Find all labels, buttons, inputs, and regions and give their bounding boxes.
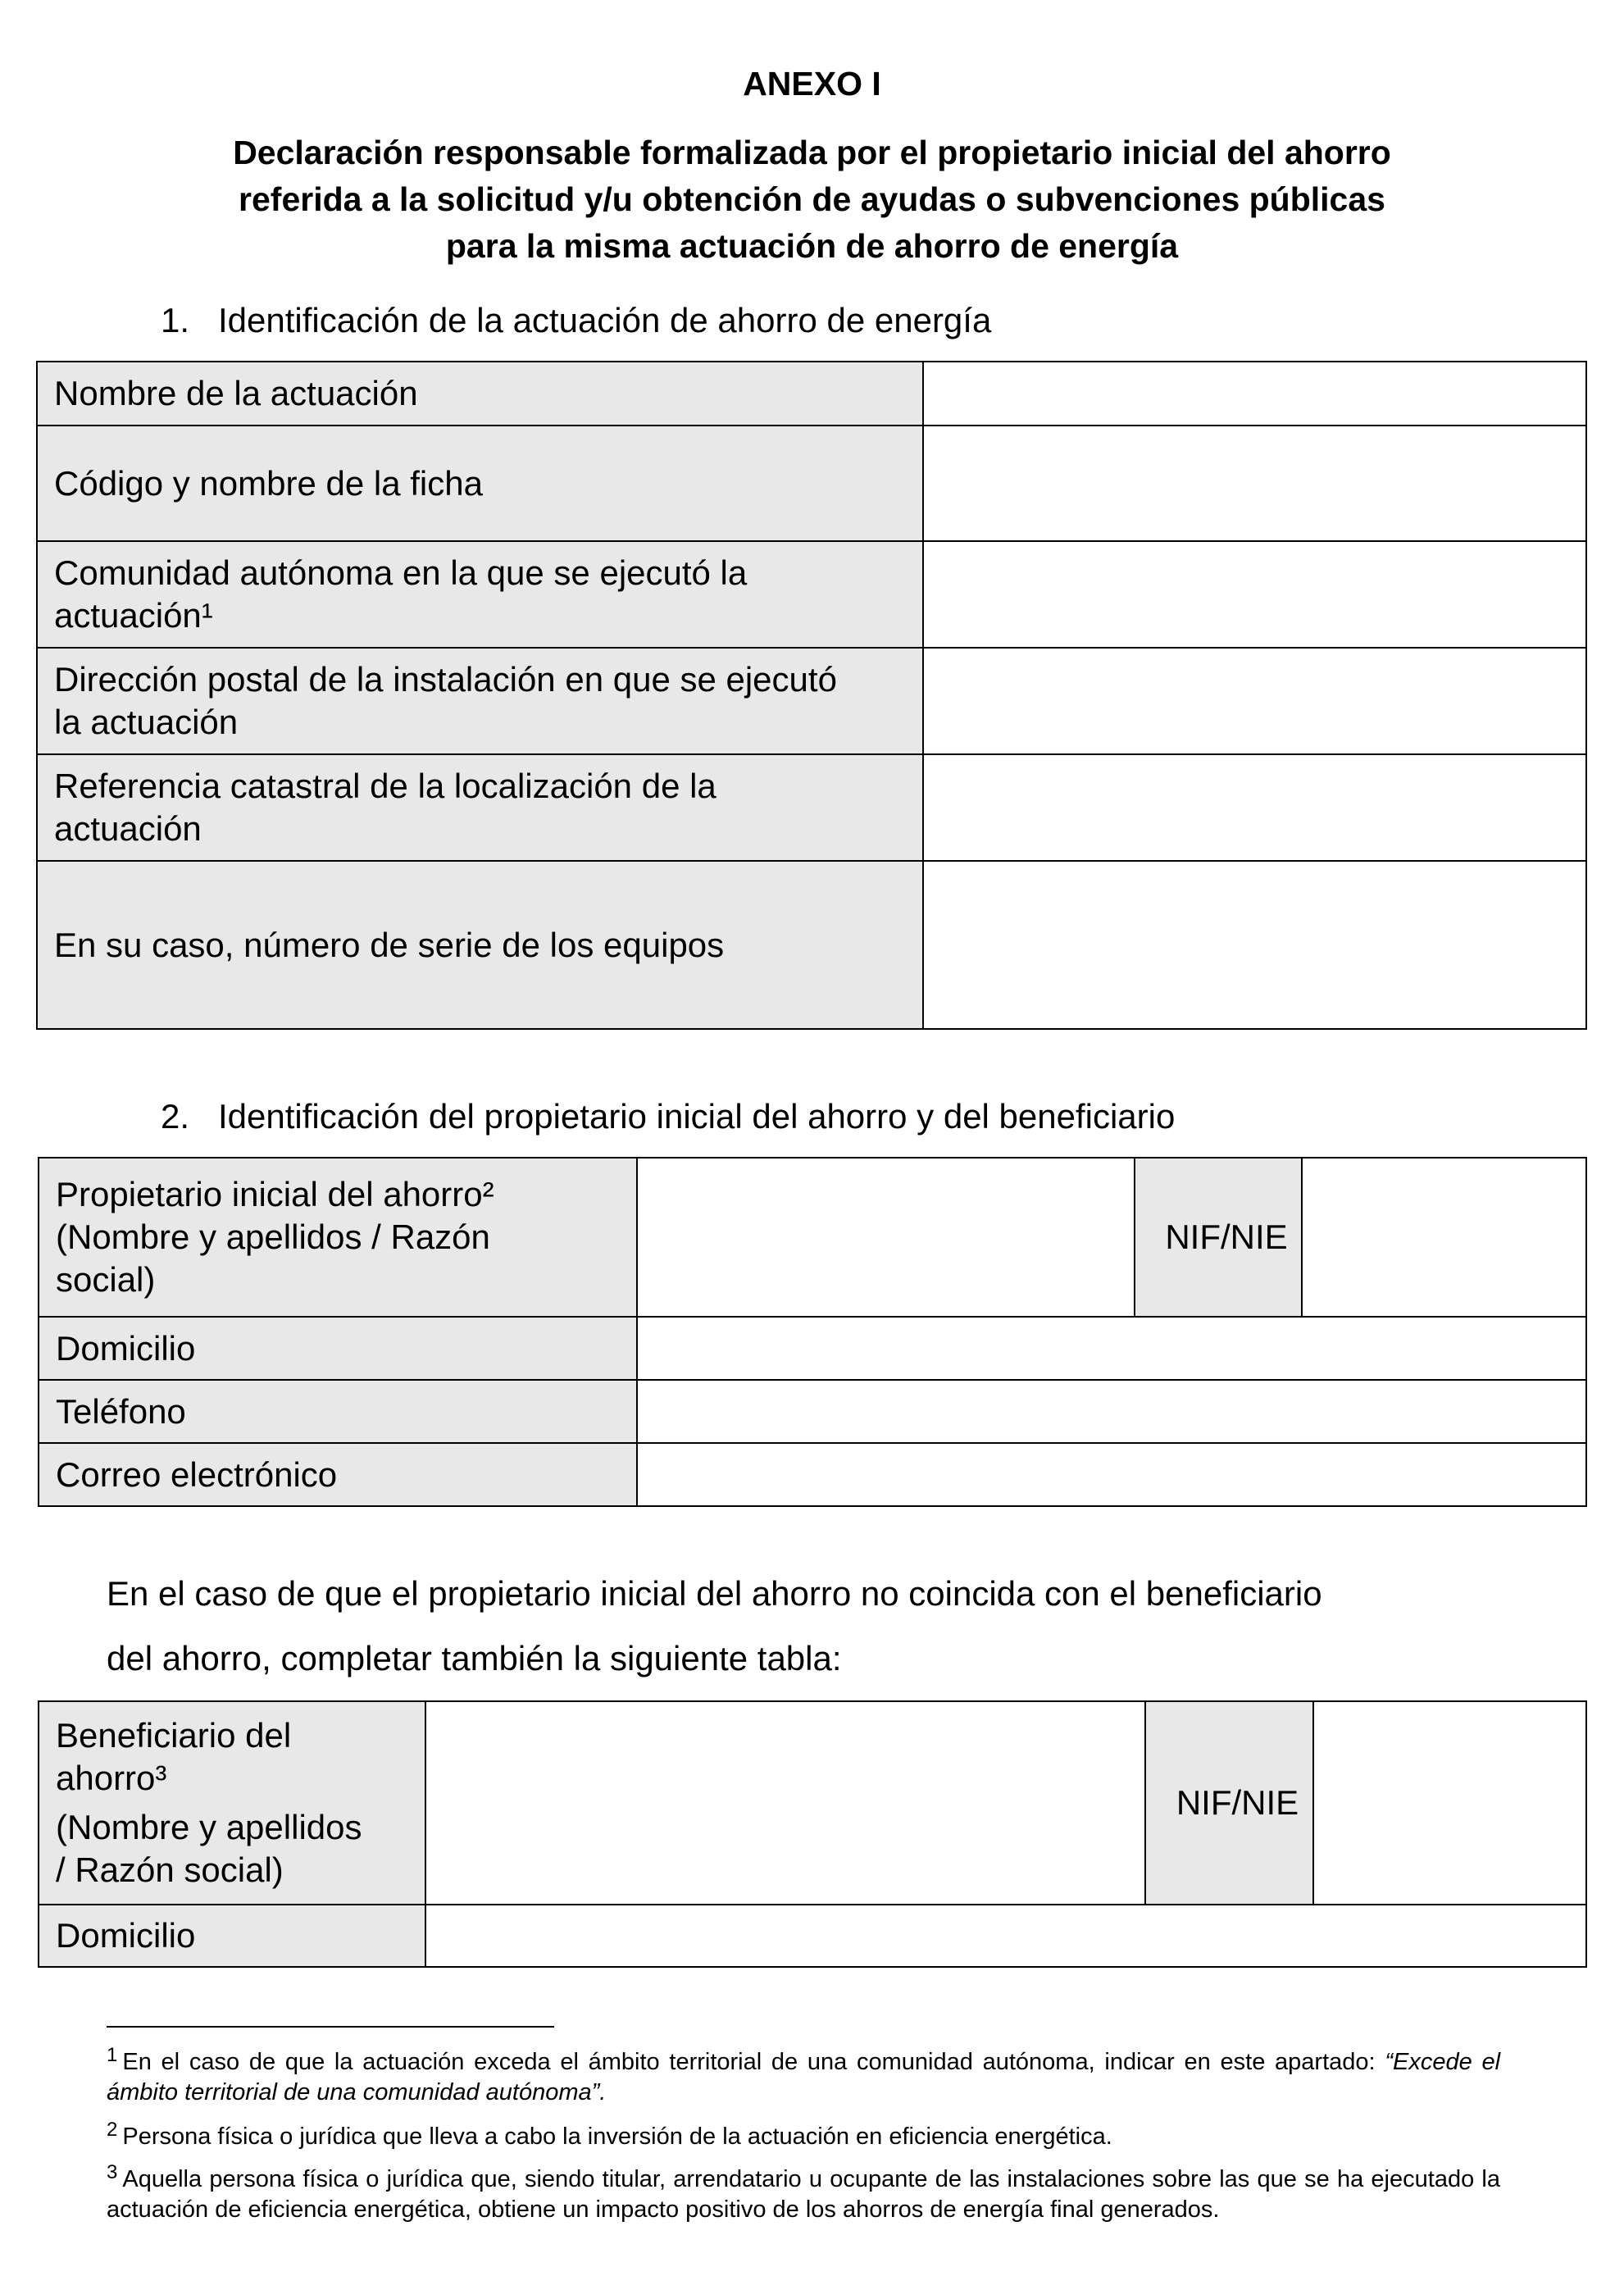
table-row xyxy=(39,1701,1586,1905)
label-line: / Razón social) xyxy=(56,1850,284,1889)
footnote-mark: 3 xyxy=(107,2161,118,2183)
footnote-separator xyxy=(107,2026,554,2028)
section-number: 1. xyxy=(161,301,190,339)
label-line: la actuación xyxy=(54,703,239,741)
sheet-code-field[interactable] xyxy=(923,426,1586,541)
table-row xyxy=(39,1317,1586,1380)
table-row xyxy=(37,362,1586,426)
row-label: Correo electrónico xyxy=(39,1443,637,1506)
footnote-text: Aquella persona física o jurídica que, siendo titular, arrendatario u ocupante de las instalaciones sobre las que se ha ejecutado la actuación de eficiencia energética, obtiene un impacto positivo de los ahorros de energía final generados. xyxy=(107,2166,1500,2223)
row-label xyxy=(37,541,923,648)
row-label xyxy=(37,754,923,861)
row-label xyxy=(39,1158,637,1317)
beneficiary-table xyxy=(38,1700,1587,1968)
footnote-mark: 1 xyxy=(107,2044,118,2066)
row-label: Domicilio xyxy=(39,1905,425,1967)
row-label xyxy=(37,362,923,426)
label-line: Beneficiario del xyxy=(56,1716,292,1755)
subtitle-line: para la misma actuación de ahorro de energía xyxy=(445,227,1179,265)
serial-number-field[interactable] xyxy=(923,861,1586,1029)
label-line: Dirección postal de la instalación en que se ejecutó xyxy=(54,660,837,699)
label-line: Código y nombre de la ficha xyxy=(54,463,483,503)
footnote-italic-text: “Excede el ámbito territorial de una comunidad autónoma”. xyxy=(107,2049,1501,2105)
autonomous-community-field[interactable] xyxy=(923,541,1586,648)
label-line: actuación xyxy=(54,809,202,848)
label-line: Propietario inicial del ahorro² xyxy=(56,1175,494,1213)
row-label xyxy=(37,426,923,541)
cadastral-reference-field[interactable] xyxy=(923,754,1586,861)
label-line: social) xyxy=(56,1260,156,1299)
footnote-mark: 2 xyxy=(107,2119,118,2141)
page-title: ANEXO I xyxy=(743,65,881,102)
beneficiary-address-field[interactable] xyxy=(425,1905,1586,1967)
section-title: Identificación de la actuación de ahorro de energía xyxy=(218,301,992,339)
label-line: Comunidad autónoma en la que se ejecutó la xyxy=(54,553,748,592)
footnote-text: Persona física o jurídica que lleva a cabo la inversión de la actuación en eficiencia energética. xyxy=(122,2124,1112,2150)
beneficiary-name-field[interactable] xyxy=(425,1701,1145,1905)
section-title: Identificación del propietario inicial del ahorro y del beneficiario xyxy=(218,1097,1176,1136)
footnote-1 xyxy=(107,2044,1501,2108)
owner-nif-field[interactable] xyxy=(1302,1158,1586,1317)
table-row xyxy=(39,1905,1586,1967)
postal-address-field[interactable] xyxy=(923,648,1586,754)
table-row xyxy=(37,754,1586,861)
section-2-heading xyxy=(161,1094,1175,1140)
page-subtitle xyxy=(123,130,1501,270)
label-line: (Nombre y apellidos / Razón xyxy=(56,1218,490,1256)
owner-identification-table xyxy=(38,1157,1587,1507)
owner-email-field[interactable] xyxy=(637,1443,1586,1506)
nif-nie-label: NIF/NIE xyxy=(1135,1158,1302,1317)
row-label xyxy=(39,1701,425,1905)
label-line: (Nombre y apellidos xyxy=(56,1808,362,1846)
label-line: Referencia catastral de la localización de la xyxy=(54,767,716,805)
label-line: Nombre de la actuación xyxy=(54,374,418,412)
owner-name-field[interactable] xyxy=(637,1158,1135,1317)
action-name-field[interactable] xyxy=(923,362,1586,426)
table-row xyxy=(39,1158,1586,1317)
section-1-heading xyxy=(161,298,991,344)
row-label: Domicilio xyxy=(39,1317,637,1380)
footnote-text: En el caso de que la actuación exceda el ámbito territorial de una comunidad autónoma, indicar en este apartado: xyxy=(122,2049,1385,2075)
footnote-2 xyxy=(107,2119,1500,2152)
table-row xyxy=(37,426,1586,541)
label-line: ahorro³ xyxy=(56,1759,167,1797)
table-row xyxy=(39,1443,1586,1506)
action-identification-table xyxy=(36,361,1587,1030)
label-line: En su caso, número de serie de los equipos xyxy=(54,925,725,964)
table-row xyxy=(37,648,1586,754)
note-line: del ahorro, completar también la siguiente tabla: xyxy=(107,1639,842,1677)
subtitle-line: referida a la solicitud y/u obtención de ayudas o subvenciones públicas xyxy=(239,180,1385,218)
row-label xyxy=(37,648,923,754)
section-number: 2. xyxy=(161,1097,190,1136)
row-label xyxy=(37,861,923,1029)
owner-address-field[interactable] xyxy=(637,1317,1586,1380)
row-label: Teléfono xyxy=(39,1380,637,1443)
owner-phone-field[interactable] xyxy=(637,1380,1586,1443)
nif-nie-label: NIF/NIE xyxy=(1145,1701,1313,1905)
label-line: actuación¹ xyxy=(54,596,213,635)
beneficiary-note xyxy=(107,1561,1500,1691)
subtitle-line: Declaración responsable formalizada por el propietario inicial del ahorro xyxy=(233,134,1391,171)
note-line: En el caso de que el propietario inicial del ahorro no coincida con el beneficiario xyxy=(107,1574,1322,1613)
table-row xyxy=(37,541,1586,648)
beneficiary-nif-field[interactable] xyxy=(1313,1701,1586,1905)
table-row xyxy=(39,1380,1586,1443)
table-row xyxy=(37,861,1586,1029)
footnote-3 xyxy=(107,2161,1500,2225)
